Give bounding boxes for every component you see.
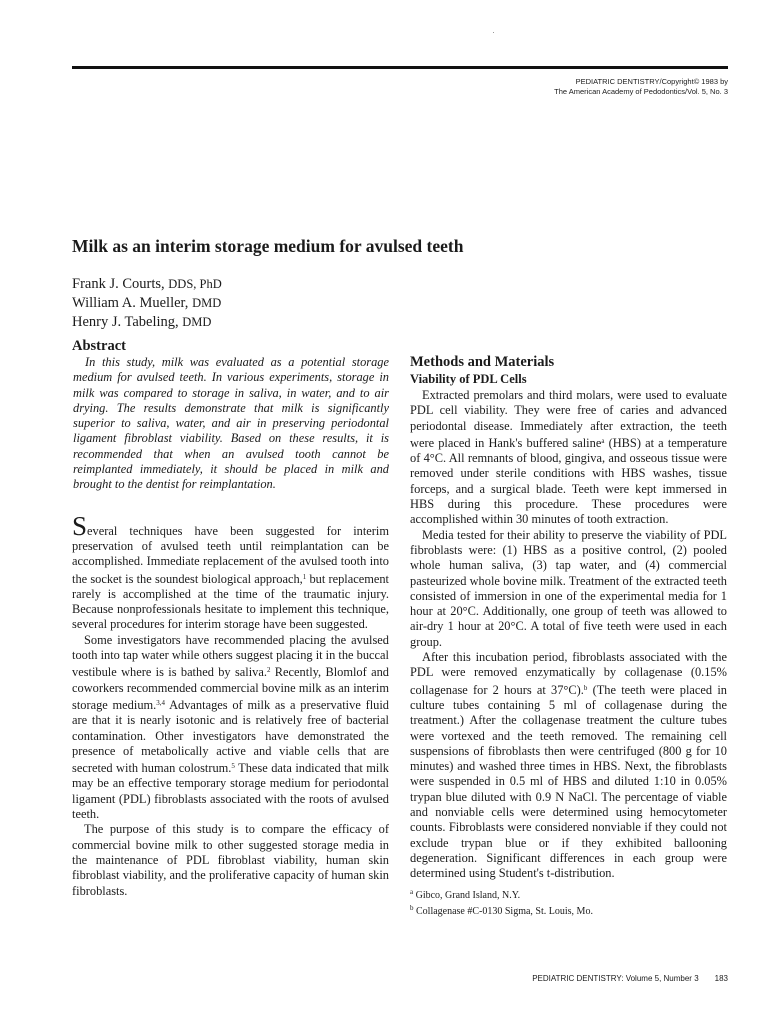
footnote-mark: b — [410, 904, 414, 912]
footnote-text: Gibco, Grand Island, N.Y. — [415, 889, 521, 901]
running-header — [554, 77, 728, 97]
author-list — [72, 275, 222, 332]
reference-mark: 3,4 — [156, 698, 166, 707]
abstract-text: In this study, milk was evaluated as a potential storage medium for avulsed teeth. In various experiments, storage in milk was compared to storage in saliva, in water, and to air drying. The results demonstrate that milk is significantly superior to saliva, water, and air in preserving periodontal ligament fibroblast viability. Based on these results, it is recommended that when an avulsed tooth cannot be reimplanted immediately, it should be placed in milk and brought to the dentist for reimplantation. — [73, 355, 389, 492]
author-degree: DMD — [192, 296, 222, 310]
footnote-text: Collagenase #C-0130 Sigma, St. Louis, Mo. — [416, 906, 593, 917]
intro-paragraph: The purpose of this study is to compare the efficacy of commercial bovine milk to other suggested storage media in the maintenance of PDL fibroblast viability, human skin fibroblast viability, and the proliferative capacity of human skin fibroblasts. — [72, 822, 389, 898]
page-footer — [532, 974, 728, 983]
methods-paragraph: Media tested for their ability to preserve the viability of PDL fibroblasts were: (1) HBS as a positive control, (2) pooled whole human saliva, (3) tap water, and (4) commercial pasteurized whole bovine milk. Treatment of the extracted teeth consisted of immersion in one of the experimental media for 1 hour at 20°C. Additionally, one group of teeth was allowed to air-dry 1 hour at 20°C. A total of five teeth were used in each group. — [410, 527, 727, 649]
scan-speck — [493, 32, 494, 33]
left-column — [72, 337, 389, 899]
author-line — [72, 313, 222, 332]
author-degree: DMD — [182, 315, 212, 329]
footnote-mark: b — [583, 683, 588, 692]
drop-cap: S — [72, 510, 88, 541]
abstract-heading: Abstract — [72, 338, 126, 354]
methods-paragraph: Extracted premolars and third molars, were used to evaluate PDL cell viability. They were free of caries and advanced periodontal disease. Immediately after extraction, the teeth were placed in Hank's buffered saline$^a$ (HBS) at a temperature of 4°C. All remnants of blood, gingiva, and osseous tissue were removed under sterile conditions with HBS washes, tissue forceps, and a surgical blade. Teeth were kept immersed in HBS during this procedure. These procedures were accomplished within 30 minutes of tooth extraction. — [410, 388, 727, 527]
methods-heading: Methods and Materials — [410, 354, 555, 370]
right-column — [410, 353, 727, 919]
intro-paragraph: Several techniques have been suggested for interim preservation of avulsed teeth until reimplantation can be accomplished. Immediate replacement of the avulsed tooth into the socket is the soundest biological approach,$^1$ but replacement rarely is accomplished at the time of the traumatic injury. Because nonprofessionals hesitate to implement this technique, several procedures for interim storage have been suggested. — [72, 510, 389, 632]
page-number: 183 — [714, 974, 728, 983]
reference-mark: 1 — [302, 572, 307, 581]
footnote-mark: a — [601, 436, 605, 445]
footnotes — [410, 886, 727, 919]
author-name: William A. Mueller, — [72, 295, 189, 311]
methods-subheading: Viability of PDL Cells — [410, 372, 527, 386]
author-name: Henry J. Tabeling, — [72, 314, 179, 330]
reference-mark: 2 — [266, 666, 271, 675]
publisher-volume-line: The American Academy of Pedodontics/Vol. 5, No. 3 — [554, 87, 728, 96]
footer-journal: PEDIATRIC DENTISTRY: Volume 5, Number 3 — [532, 974, 699, 983]
author-name: Frank J. Courts, — [72, 276, 165, 292]
header-rule — [72, 66, 728, 69]
reference-mark: 5 — [231, 762, 235, 771]
article-title: Milk as an interim storage medium for avulsed teeth — [72, 236, 464, 256]
author-degree: DDS, PhD — [168, 277, 222, 291]
author-line — [72, 275, 222, 294]
intro-paragraph: Some investigators have recommended placing the avulsed tooth into tap water while others suggest placing it in the buccal vestibule where is is bathed by saliva.$^2$ Recently, Blomlof and coworkers recommended commercial bovine milk as an interim storage medium.$^{3,4}$ Advantages of milk as a preservative fluid are that it is nearly isotonic and is relatively free of bacterial contamination. Other investigators have demonstrated the presence of metabolically active and viable cells that are secreted with human colostrum.$^5$ These data indicated that milk may be an effective temporary storage medium for periodontal ligament (PDL) fibroblasts associated with the roots of avulsed teeth. — [72, 632, 389, 822]
methods-paragraph: After this incubation period, fibroblasts associated with the PDL were removed enzymatically by collagenase (0.15% collagenase for 2 hours at 37°C).$^b$ (The teeth were placed in culture tubes containing 5 ml of collagenase during the treatment.) After the collagenase treatment the culture tubes were vortexed and the teeth removed. The remaining cell suspensions of fibroblasts then were centrifuged (800 g for 10 minutes) and washed three times in HBS. Next, the fibroblasts were suspended in 0.5 ml of HBS and diluted 1:10 in 0.05% trypan blue diluted with 0.9 N NaCl. The percentage of viable and nonviable cells were determined using hemocytometer counts. Fibroblasts were considered nonviable if they could not exclude trypan blue or if they exhibited ballooning degeneration. Significant differences in each group were determined using Student's t-distribution. — [410, 650, 727, 881]
footnote — [410, 886, 727, 903]
footnote-mark: a — [410, 887, 414, 896]
footnote — [410, 902, 727, 919]
author-line — [72, 294, 222, 313]
journal-copyright-line: PEDIATRIC DENTISTRY/Copyright© 1983 by — [575, 77, 728, 86]
